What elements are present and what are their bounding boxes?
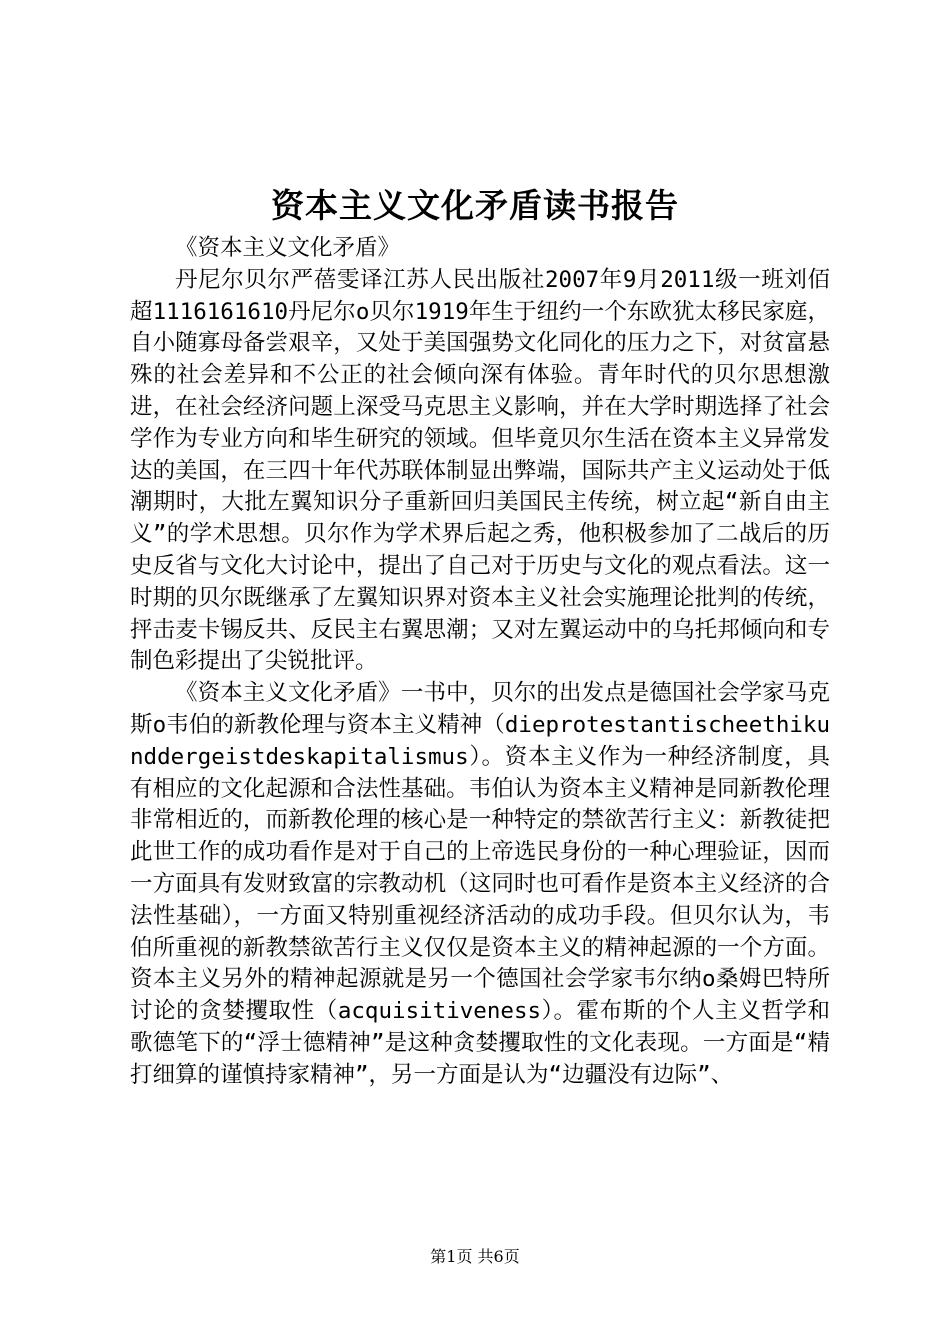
page-footer: 第1页 共6页 <box>430 1247 520 1266</box>
paragraph-author-background: 丹尼尔贝尔严蓓雯译江苏人民出版社2007年9月2011级一班刘佰超1116161610丹尼尔o贝尔1919年生于纽约一个东欧犹太移民家庭，自小随寡母备尝艰辛，又处于美国强势文化同化的压力之下，对贫富悬殊的社会差异和不公正的社会倾向深有体验。青年时代的贝尔思想激进，在社会经济问题上深受马克思主义影响，并在大学时期选择了社会学作为专业方向和毕生研究的领域。但毕竟贝尔生活在资本主义异常发达的美国，在三四十年代苏联体制显出弊端，国际共产主义运动处于低潮期时，大批左翼知识分子重新回归美国民主传统，树立起“新自由主义”的学术思想。贝尔作为学术界后起之秀，他积极参加了二战后的历史反省与文化大讨论中，提出了自己对于历史与文化的观点看法。这一时期的贝尔既继承了左翼知识界对资本主义社会实施理论批判的传统，抨击麦卡锡反共、反民主右翼思潮；又对左翼运动中的乌托邦倾向和专制色彩提出了尖锐批评。 <box>130 266 830 675</box>
book-title-line: 《资本主义文化矛盾》 <box>175 235 401 261</box>
document-body <box>130 233 830 1092</box>
paragraph-book-analysis: 《资本主义文化矛盾》一书中，贝尔的出发点是德国社会学家马克斯o韦伯的新教伦理与资本主义精神（dieprotestantischeethikunddergeistdeskapitalismus）。资本主义作为一种经济制度，具有相应的文化起源和合法性基础。韦伯认为资本主义精神是同新教伦理非常相近的，而新教伦理的核心是一种特定的禁欲苦行主义：新教徒把此世工作的成功看作是对于自己的上帝选民身份的一种心理验证，因而一方面具有发财致富的宗教动机（这同时也可看作是资本主义经济的合法性基础），一方面又特别重视经济活动的成功手段。但贝尔认为，韦伯所重视的新教禁欲苦行主义仅仅是资本主义的精神起源的一个方面。资本主义另外的精神起源就是另一个德国社会学家韦尔纳o桑姆巴特所讨论的贪婪攫取性（acquisitiveness）。霍布斯的个人主义哲学和歌德笔下的“浮士德精神”是这种贪婪攫取性的文化表现。一方面是“精打细算的谨慎持家精神”，另一方面是认为“边疆没有边际”、 <box>130 680 830 1088</box>
document-title: 资本主义文化矛盾读书报告 <box>271 186 679 225</box>
